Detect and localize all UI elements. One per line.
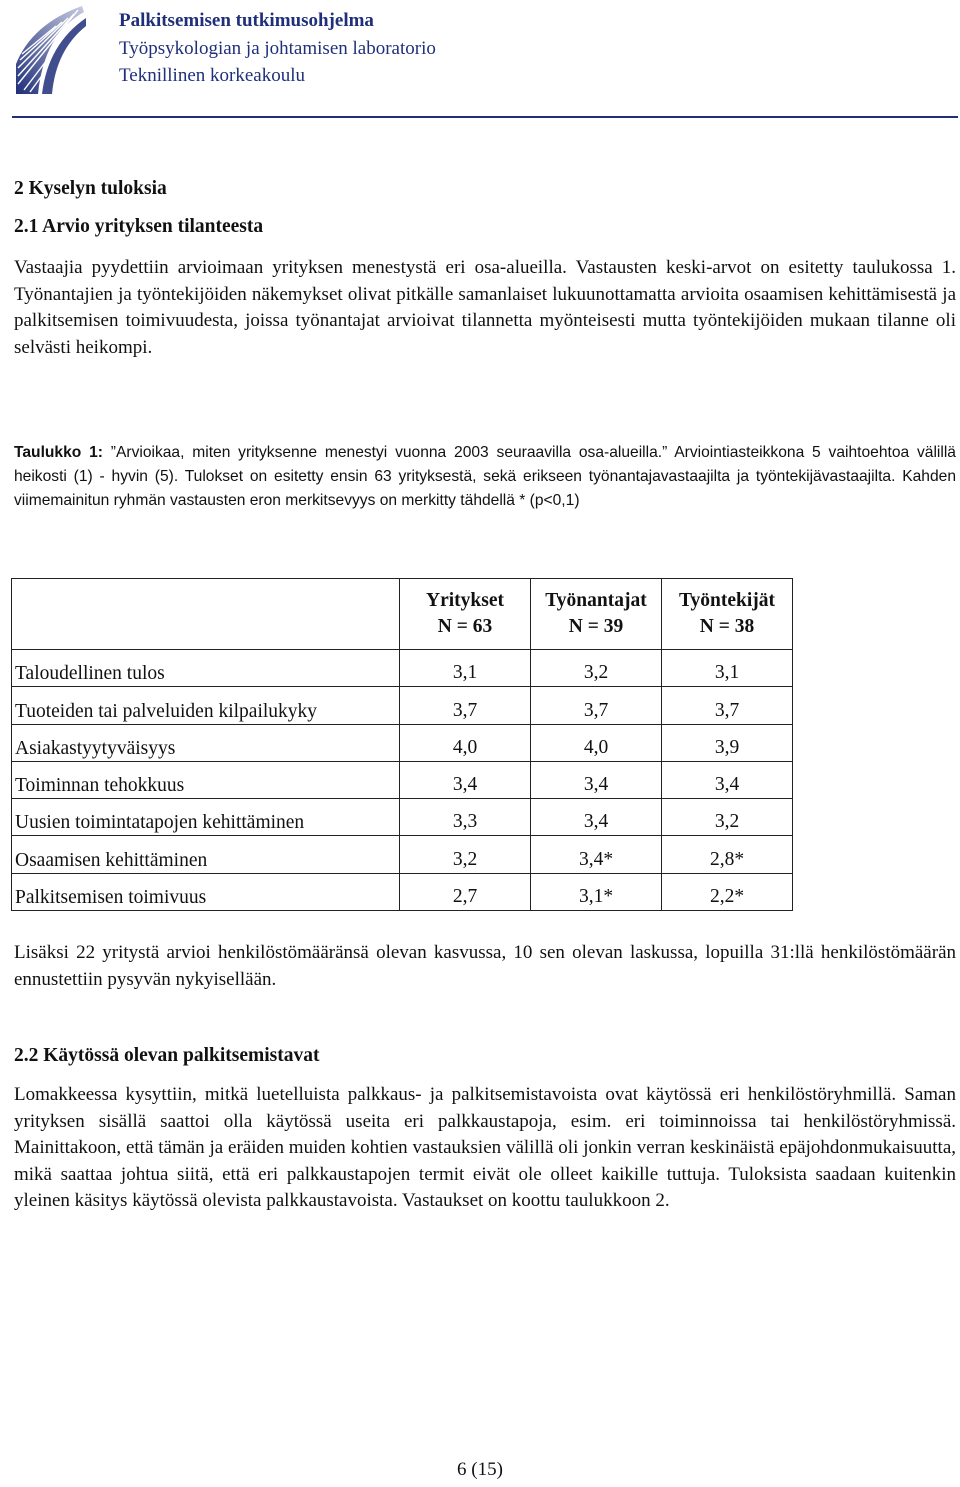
table-1-caption xyxy=(14,441,956,513)
column-n: N = 38 xyxy=(699,616,755,637)
subsection-2-paragraph: Lomakkeessa kysyttiin, mitkä luetelluista palkkaus- ja palkitsemistavoista ovat käytössä eri henkilöstöryhmillä. Saman yrityksen sisällä saattoi olla käytössä useita eri palkkaustapoja, esim. eri toiminnoissa tai henkilöstöryhmissä. Mainittakoon, että tämän ja eräiden muiden kohtien vastauksien välillä oli jonkin verran keskinäistä epäjohdonmukaisuutta, mikä saattaa johtua siitä, että eri palkkaustapojen termit eivät ole olleet kaikille tuttuja. Tuloksista saadaan kuitenkin yleinen käsitys käytössä olevista palkkaustavoista. Vastaukset on koottu taulukkoon 2. xyxy=(14,1084,956,1211)
table-cell: 3,2 xyxy=(662,799,793,836)
university-logo-icon xyxy=(12,4,88,96)
table-cell: 3,4 xyxy=(400,761,531,798)
table-header-cell xyxy=(531,579,662,650)
header-program-name: Palkitsemisen tutkimusohjelma xyxy=(119,10,374,31)
row-label: Osaamisen kehittäminen xyxy=(12,836,400,873)
table-header-row xyxy=(12,579,793,650)
table-row xyxy=(12,799,793,836)
header-university-name: Teknillinen korkeakoulu xyxy=(119,65,305,86)
table-1-caption-label: Taulukko 1: xyxy=(14,444,103,461)
table-header-cell xyxy=(400,579,531,650)
table-cell: 3,4 xyxy=(662,761,793,798)
table-cell: 3,3 xyxy=(400,799,531,836)
table-cell: 2,8* xyxy=(662,836,793,873)
row-label: Tuoteiden tai palveluiden kilpailukyky xyxy=(12,687,400,724)
table-cell: 3,4* xyxy=(531,836,662,873)
table-cell: 3,4 xyxy=(531,799,662,836)
table-row xyxy=(12,761,793,798)
table-1-caption-text: ”Arvioikaa, miten yrityksenne menestyi vuonna 2003 seuraavilla osa-alueilla.” Arviointiasteikkona 5 vaihtoehtoa välillä heikosti (1) - hyvin (5). Tulokset on esitetty ensin 63 yrityksestä, sekä erikseen työnantajavastaajilta ja työntekijävastaajilta. Kahden viimemainitun ryhmän vastausten eron merkitsevyys on merkitty tähdellä * (p<0,1) xyxy=(14,444,956,509)
column-name: Yritykset xyxy=(426,590,504,611)
table-row xyxy=(12,687,793,724)
table-cell: 3,9 xyxy=(662,724,793,761)
subsection-1-title: 2.1 Arvio yrityksen tilanteesta xyxy=(14,216,264,237)
table-header-empty-cell xyxy=(12,579,400,650)
column-name: Työntekijät xyxy=(678,590,776,611)
table-row xyxy=(12,650,793,687)
table-cell: 2,7 xyxy=(400,873,531,910)
section-title: 2 Kyselyn tuloksia xyxy=(14,178,167,199)
row-label: Uusien toimintatapojen kehittäminen xyxy=(12,799,400,836)
column-n: N = 63 xyxy=(437,616,493,637)
table-cell: 3,7 xyxy=(400,687,531,724)
page-header xyxy=(0,0,960,122)
table-1 xyxy=(11,578,793,911)
row-label: Taloudellinen tulos xyxy=(12,650,400,687)
row-label: Asiakastyytyväisyys xyxy=(12,724,400,761)
table-header-cell xyxy=(662,579,793,650)
row-label: Toiminnan tehokkuus xyxy=(12,761,400,798)
column-name: Työnantajat xyxy=(545,590,647,611)
table-cell: 4,0 xyxy=(400,724,531,761)
table-cell: 3,7 xyxy=(662,687,793,724)
table-cell: 3,2 xyxy=(400,836,531,873)
table-cell: 2,2* xyxy=(662,873,793,910)
subsection-1-paragraph: Vastaajia pyydettiin arvioimaan yrityksen menestystä eri osa-alueilla. Vastausten keski-arvot on esitetty taulukossa 1. Työnantajien ja työntekijöiden näkemykset olivat pitkälle samanlaiset lukuunottamatta arvioita osaamisen kehittämisestä ja palkitsemisen toimivuudesta, joissa työnantajat arvioivat tilannetta myönteisesti mutta työntekijöiden mukaan tilanne oli selvästi heikompi. xyxy=(14,257,956,358)
after-table-paragraph: Lisäksi 22 yritystä arvioi henkilöstömääränsä olevan kasvussa, 10 sen olevan laskussa, lopuilla 31:llä henkilöstömäärän ennustettiin pysyvän nykyisellään. xyxy=(14,942,956,990)
table-cell: 3,1* xyxy=(531,873,662,910)
table-cell: 3,4 xyxy=(531,761,662,798)
subsection-2-title: 2.2 Käytössä olevan palkitsemistavat xyxy=(14,1045,320,1066)
table-cell: 3,1 xyxy=(400,650,531,687)
page-number: 6 (15) xyxy=(457,1459,503,1480)
table-cell: 3,7 xyxy=(531,687,662,724)
header-divider xyxy=(12,116,958,118)
table-cell: 3,1 xyxy=(662,650,793,687)
table-cell: 4,0 xyxy=(531,724,662,761)
column-n: N = 39 xyxy=(568,616,624,637)
row-label: Palkitsemisen toimivuus xyxy=(12,873,400,910)
table-row xyxy=(12,873,793,910)
table-cell: 3,2 xyxy=(531,650,662,687)
table-row xyxy=(12,836,793,873)
table-row xyxy=(12,724,793,761)
header-laboratory-name: Työpsykologian ja johtamisen laboratorio xyxy=(119,38,436,59)
